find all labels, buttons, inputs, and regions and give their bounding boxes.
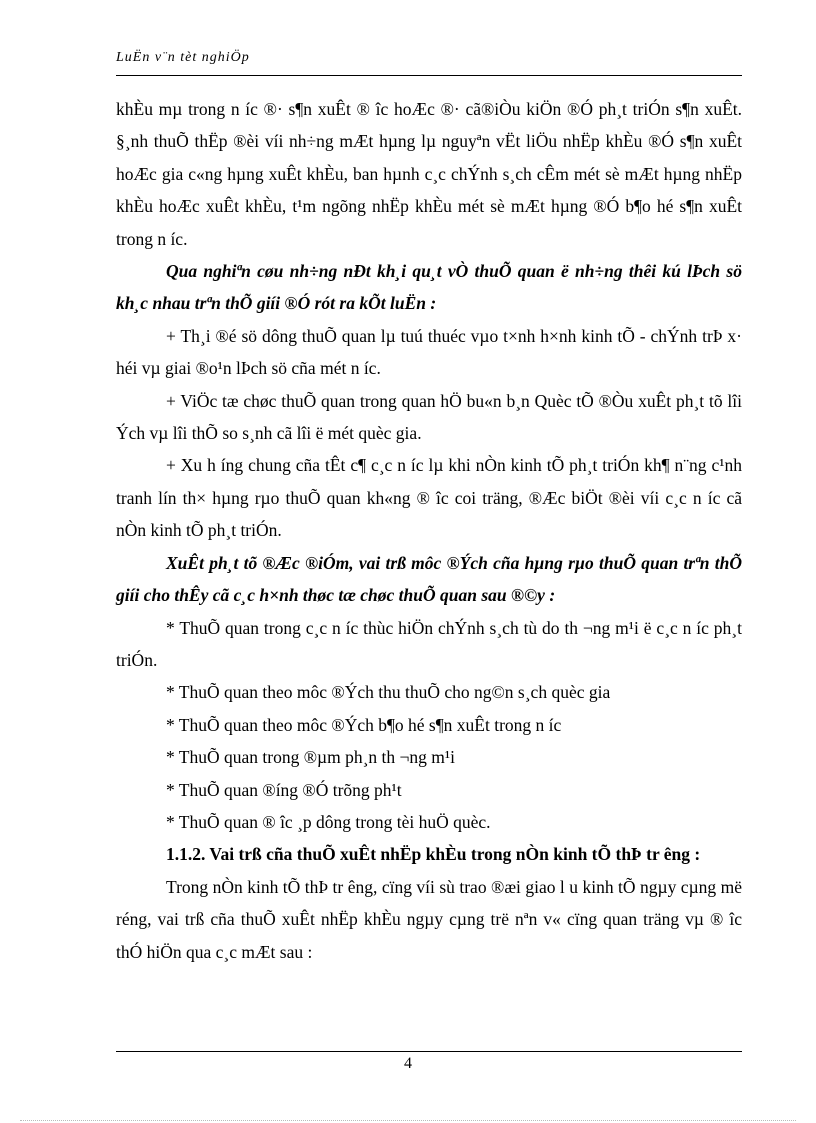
paragraph: + ViÖc tæ chøc thuÕ quan trong quan hÖ bu«n b¸n Quèc tÕ ®Òu xuÊt ph¸t tõ lîi Ých vµ lîi thÕ so s¸nh cã lîi ë mét quèc gia. <box>116 390 742 444</box>
list-item: * ThuÕ quan theo môc ®Ých b¶o hé s¶n xuÊt trong n íc <box>166 714 562 735</box>
list-item: * ThuÕ quan ® îc ¸p dông trong tèi huÖ quèc. <box>166 811 491 832</box>
page-number: 4 <box>404 1055 412 1072</box>
list-item: * ThuÕ quan ®íng ®Ó trõng ph¹t <box>166 779 402 800</box>
list-item: * ThuÕ quan trong c¸c n íc thùc hiÖn chÝnh s¸ch tù do th ¬ng m¹i ë c¸c n íc ph¸t triÓn. <box>116 617 742 670</box>
footer-rule <box>116 1051 742 1052</box>
paragraph: + Xu h íng chung cña tÊt c¶ c¸c n íc lµ khi nÒn kinh tÕ ph¸t triÓn kh¶ n¨ng c¹nh tranh lín th× hµng rµo thuÕ quan kh«ng ® îc coi träng, ®Æc biÖt ®èi víi c¸c n íc cã nÒn kinh tÕ ph¸t triÓn. <box>116 455 742 541</box>
paragraph: khÈu mµ trong n íc ®· s¶n xuÊt ® îc hoÆc ®· cã®iÒu kiÖn ®Ó ph¸t triÓn s¶n xuÊt. §¸nh thuÕ thËp ®èi víi nh÷ng mÆt hµng lµ nguyªn vËt liÖu nhËp khÈu ®Ó s¶n xuÊt hoÆc gia c«ng hµng xuÊt khÈu, ban hµnh c¸c chÝnh s¸ch cÊm mét sè mÆt hµng nhËp khÈu hoÆc xuÊt khÈu, t¹m ngõng nhËp khÈu mét sè mÆt hµng ®Ó b¶o hé s¶n xuÊt trong n íc. <box>116 99 742 249</box>
section-heading: 1.1.2. Vai trß cña thuÕ xuÊt nhËp khÈu trong nÒn kinh tÕ thÞ tr êng : <box>166 844 701 865</box>
paragraph-emphasis: XuÊt ph¸t tõ ®Æc ®iÓm, vai trß môc ®Ých cña hµng rµo thuÕ quan trªn thÕ giíi cho thÊy cã c¸c h×nh thøc tæ chøc thuÕ quan sau ®©y : <box>116 552 742 606</box>
paragraph-emphasis: Qua nghiªn cøu nh÷ng nÐt kh¸i qu¸t vÒ thuÕ quan ë nh÷ng thêi kú lÞch sö kh¸c nhau trªn thÕ giíi ®Ó rót ra kÕt luËn : <box>116 261 742 314</box>
paragraph: Trong nÒn kinh tÕ thÞ tr êng, cïng víi sù trao ®æi giao l u kinh tÕ ngµy cµng më réng, vai trß cña thuÕ xuÊt nhËp khÈu ngµy cµng trë nªn v« cïng quan träng vµ ® îc thÓ hiÖn qua c¸c mÆt sau : <box>116 876 742 962</box>
page-edge-dots <box>20 1120 796 1121</box>
running-header: LuËn v¨n tèt nghiÖp <box>116 50 250 65</box>
page-body <box>116 93 742 968</box>
paragraph: + Th¸i ®é sö dông thuÕ quan lµ tuú thuéc vµo t×nh h×nh kinh tÕ - chÝnh trÞ x· héi vµ giai ®o¹n lÞch sö cña mét n íc. <box>116 325 742 379</box>
header-rule <box>116 75 742 76</box>
list-item: * ThuÕ quan theo môc ®Ých thu thuÕ cho ng©n s¸ch quèc gia <box>166 682 611 703</box>
list-item: * ThuÕ quan trong ®µm ph¸n th ¬ng m¹i <box>166 747 455 768</box>
